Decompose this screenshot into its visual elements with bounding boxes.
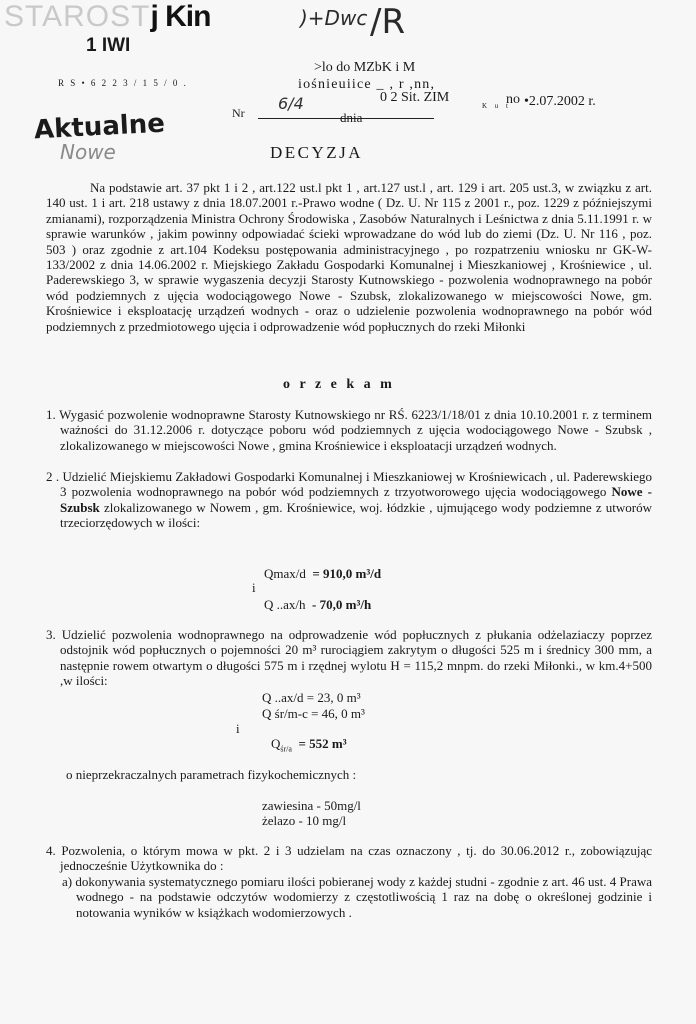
formula-q-month: Q śr/m-c = 46, 0 m³ [262,706,365,721]
limit-suspended-solids: zawiesina - 50mg/l [262,798,361,813]
handwritten-note: )+Dwc [300,6,368,30]
item-4a-text: a) dokonywania systematycznego pomiaru ilości pobieranej wody z każdej studni - zgodnie z art. 46 ust. 4 Prawa wodnego - na podstawie odczytów wodomierzy z częstotliwością 1 raz na dobę o określonej godzinie i notowania wyników w książkach wodomierzowych . [62,873,652,920]
recipient-line-1: >lo do MZbK i M [314,60,416,75]
item-2-text: 2 . Udzielić Miejskiemu Zakładowi Gospodarki Komunalnej i Mieszkaniowej w Krośniewicach , ul. Paderewskiego 3 pozwolenia wodnoprawnego na pobór wód podziemnych z trzyotworowego ujęcia wodociągowego Nowe - Szubsk zlokalizowanego w Nowem , gm. Krośniewice, woj. łódzkie , ujmującego wody podziemne z utworów trzeciorzędowych w ilości: [46,469,652,531]
registry-stamp: 0 2 Sit. ZIM [380,90,450,105]
place-label: K u t [482,102,511,110]
handwritten-number: 6/4 [278,94,304,113]
item-4-text: 4. Pozwolenia, o którym mowa w pkt. 2 i 3 udzielam na czas oznaczony , tj. do 30.06.2012 r., zobowiązując jednocześnie Użytkownika do : [46,843,652,874]
formula-and: i [252,580,256,595]
formula-qmax-h: Q ..ax/h - 70,0 m³/h [264,597,372,612]
no-label: no [506,92,520,107]
document-title: DECYZJA [270,143,364,162]
decision-item-4 [46,843,652,920]
decision-item-1 [46,407,652,453]
reference-number: R S • 6 2 2 3 / 1 5 / 0 . [58,78,188,88]
nr-label: Nr [232,106,245,120]
recipient-line-2: iośnieuiice _ , r ,nn, [298,77,436,92]
formula-q-day: Q ..ax/d = 23, 0 m³ [262,690,361,705]
office-stamp-subtitle: 1 IWI [86,35,131,56]
formula-q-year: $Q_{śr/a} = 552$ m³ [271,736,347,754]
handwritten-mark: /R [370,2,406,42]
formula-and-2: i [236,721,240,736]
legal-basis-paragraph: Na podstawie art. 37 pkt 1 i 2 , art.122 ust.l pkt 1 , art.127 ust.l , art. 129 i art. 205 ust.3, w związku z art. 140 ust. 1 i art. 218 ustawy z dnia 18.07.2001 r.-Prawo wodne ( Dz. U. Nr 115 z 2001 r., poz. 1229 z późniejszymi zmianami), rozporządzenia Ministra Ochrony Środowiska , Zasobów Naturalnych i Leśnictwa z dnia 5.11.1991 r. w sprawie warunków , jakim powinny odpowiadać ścieki wprowadzane do wód lub do ziemi (Dz. U. Nr 116 , poz. 503 ) oraz zgodnie z art.104 Kodeksu postępowania administracyjnego , po rozpatrzeniu wniosku nr GK-W-133/2002 z dnia 14.06.2002 r. Miejskiego Zakładu Gospodarki Komunalnej i Mieszkaniowej , Krośniewice , ul. Paderewskiego 3, w sprawie wygaszenia decyzji Starosty Kutnowskiego - pozwolenia wodnoprawnego na pobór wód podziemnych z ujęcia wodociągowego Nowe - Szubsk, zlokalizowanego w miejscowości Nowe, gm. Krośniewice i eksploatację urządzeń wodnych - oraz o udzielenie pozwolenia wodnoprawnego na pobór wód podziemnych z przedmiotowego ujęcia i odprowadzenie wód popłucznych do rzeki Miłonki [46,180,652,334]
document-date: •2.07.2002 r. [524,94,596,109]
item-1-text: 1. Wygasić pozwolenie wodnoprawne Starosty Kutnowskiego nr RŚ. 6223/1/18/01 z dnia 10.10.2001 r. z terminem ważności do 31.12.2006 r. dotyczące poboru wód podziemnych z ujęcia wodociągowego Nowe - Szubsk , zlokalizowanego w miejscowości Nowe , gmina Krośniewice i eksploatacji urządzeń wodnych. [46,407,652,453]
orzekam-heading: o r z e k a m [283,377,395,392]
decision-item-2 [46,469,652,531]
office-stamp: STAROSTj Kin [4,0,211,33]
formula-qmax-d: Qmax/d = 910,0 m³/d [264,566,382,581]
handwritten-aktualne: Aktualne [33,108,166,146]
item-3-text: 3. Udzielić pozwolenia wodnoprawnego na odprowadzenie wód popłucznych z płukania odżelaziaczy poprzez odstojnik wód popłucznych o pojemności 20 m³ rurociągiem zakrytym o długości 525 m i średnicy 300 mm, a następnie rowem otwartym o długości 575 m i rzędnej wylotu H = 115,2 mnpm. do rzeki Miłonki., w km.4+500 ,w ilości: [46,627,652,689]
handwritten-nowe: Nowe [60,140,116,164]
limit-iron: żelazo - 10 mg/l [262,813,347,828]
dnia-label: dnia [340,110,363,125]
limits-heading: o nieprzekraczalnych parametrach fizykochemicznych : [66,767,357,782]
decision-item-3 [46,627,652,689]
